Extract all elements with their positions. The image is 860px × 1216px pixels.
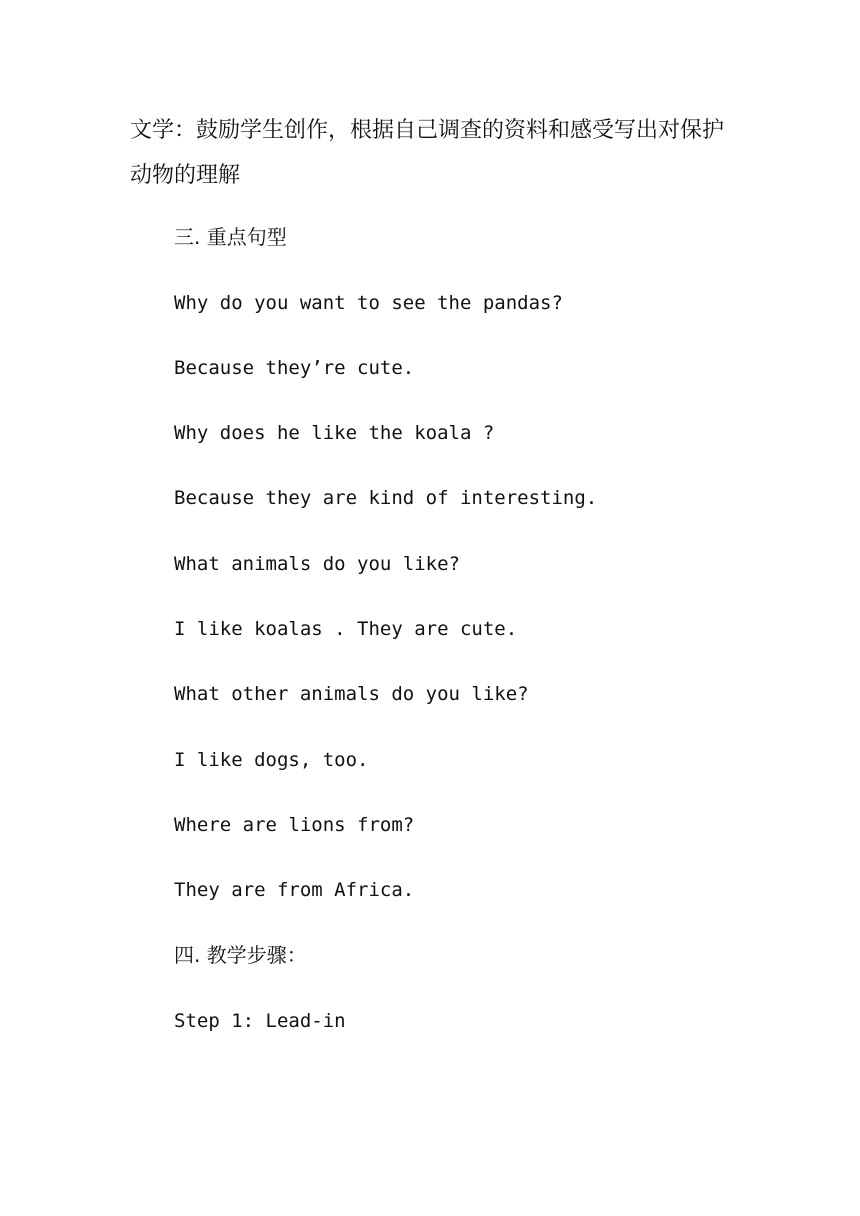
intro-paragraph: 文学：鼓励学生创作，根据自己调查的资料和感受写出对保护动物的理解 [130,118,725,188]
section-heading-key-sentences: 三. 重点句型 [174,225,287,249]
sentence-line: Because they are kind of interesting. [174,487,598,509]
sentence-line: They are from Africa. [174,879,415,901]
sentence-line: Why do you want to see the pandas? [174,292,563,314]
section-heading-teaching-steps: 四. 教学步骤： [174,943,307,967]
sentence-line: I like koalas . They are cute. [174,618,518,640]
step-line: Step 1: Lead-in [174,1010,346,1032]
sentence-line: I like dogs, too. [174,749,369,771]
sentence-line: What other animals do you like? [174,683,529,705]
sentence-line: What animals do you like? [174,553,460,575]
sentence-line: Why does he like the koala ? [174,422,495,444]
sentence-line: Where are lions from? [174,814,415,836]
sentence-line: Because they’re cute. [174,357,415,379]
